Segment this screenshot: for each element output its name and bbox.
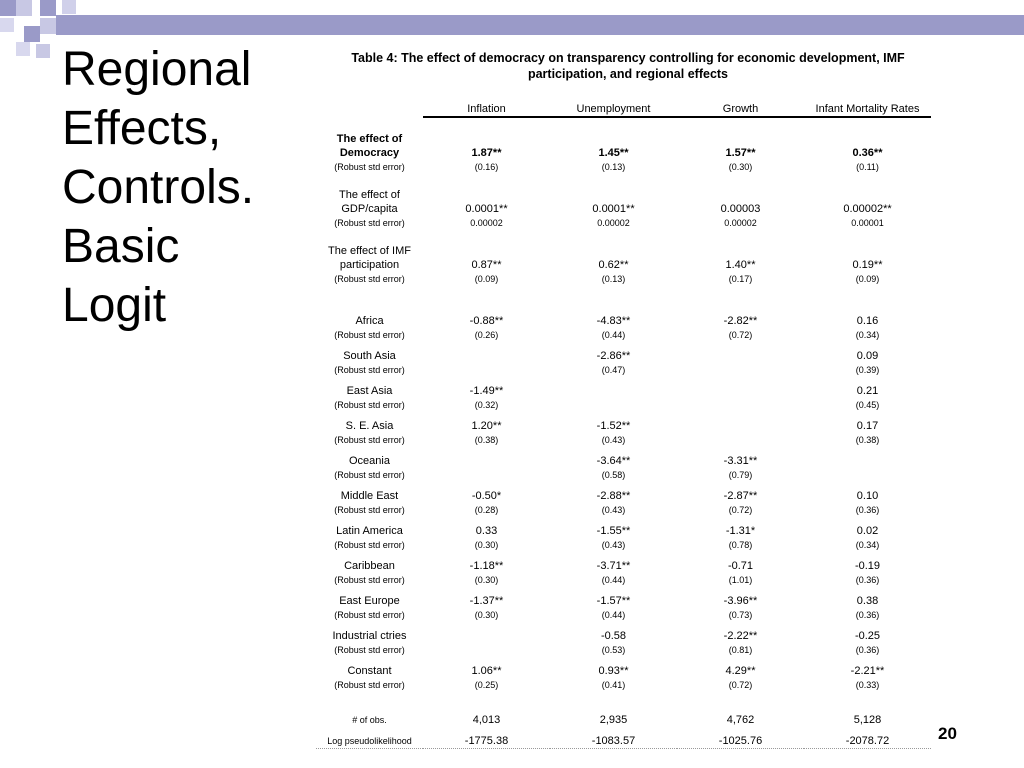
se-cell: (0.32) bbox=[474, 400, 499, 410]
title-line: Effects, bbox=[62, 102, 222, 155]
se-cell bbox=[550, 398, 677, 412]
row-label: Africa bbox=[355, 315, 384, 327]
region-rows bbox=[316, 314, 931, 699]
table-cell: -1.31* bbox=[725, 525, 756, 537]
se-cell: 0.00002 bbox=[470, 218, 503, 228]
se-cell: (0.58) bbox=[601, 470, 626, 480]
se-cell bbox=[804, 468, 931, 482]
row-label: The effect of bbox=[339, 189, 400, 201]
se-cell: (0.16) bbox=[474, 162, 499, 172]
table-cell: -1.49** bbox=[469, 385, 504, 397]
se-cell: (0.43) bbox=[601, 435, 626, 445]
row-label: Caribbean bbox=[344, 560, 395, 572]
se-label: (Robust std error) bbox=[334, 645, 405, 655]
se-cell: (0.30) bbox=[474, 540, 499, 550]
table-cell bbox=[550, 384, 677, 398]
table-row bbox=[316, 132, 931, 146]
table-cell bbox=[423, 349, 550, 363]
se-cell: 0.00002 bbox=[724, 218, 757, 228]
se-cell: (0.25) bbox=[474, 680, 499, 690]
row-label: The effect of IMF bbox=[328, 245, 411, 257]
se-label: (Robust std error) bbox=[334, 162, 405, 172]
se-cell bbox=[677, 363, 804, 377]
se-cell: (0.36) bbox=[855, 610, 880, 620]
se-label: (Robust std error) bbox=[334, 274, 405, 284]
se-cell: (0.17) bbox=[728, 274, 753, 284]
obs-row bbox=[316, 713, 931, 727]
se-cell: (0.47) bbox=[601, 365, 626, 375]
table-cell: -3.31** bbox=[723, 455, 758, 467]
table-cell: 1.20** bbox=[471, 420, 502, 432]
table-cell: -1.55** bbox=[596, 525, 631, 537]
table-cell: 0.09 bbox=[856, 350, 879, 362]
table-cell: -0.71 bbox=[727, 560, 754, 572]
table-cell: 1.40** bbox=[725, 259, 756, 271]
table-cell: -3.96** bbox=[723, 595, 758, 607]
se-cell: (0.39) bbox=[855, 365, 880, 375]
se-cell bbox=[423, 643, 550, 657]
se-cell: (0.36) bbox=[855, 645, 880, 655]
se-cell: (0.26) bbox=[474, 330, 499, 340]
se-label: (Robust std error) bbox=[334, 470, 405, 480]
table-row bbox=[316, 258, 931, 272]
table-cell: 0.17 bbox=[856, 420, 879, 432]
results-table bbox=[316, 99, 931, 749]
se-row bbox=[316, 538, 931, 552]
table-row bbox=[316, 384, 931, 398]
se-label: (Robust std error) bbox=[334, 680, 405, 690]
table-cell: -2078.72 bbox=[804, 734, 931, 749]
se-cell: (0.43) bbox=[601, 505, 626, 515]
table-cell bbox=[677, 349, 804, 363]
se-cell: 0.00001 bbox=[851, 218, 884, 228]
table-caption-line: participation, and regional effects bbox=[527, 67, 729, 81]
table-cell: 5,128 bbox=[853, 714, 882, 726]
row-label: East Europe bbox=[339, 595, 400, 607]
table-cell: -3.71** bbox=[596, 560, 631, 572]
title-line: Regional bbox=[62, 43, 252, 96]
table-cell: 0.93** bbox=[598, 665, 629, 677]
table-row bbox=[316, 202, 931, 216]
se-label: (Robust std error) bbox=[334, 218, 405, 228]
se-cell: (0.53) bbox=[601, 645, 626, 655]
se-cell: (0.41) bbox=[601, 680, 626, 690]
table-cell: -1775.38 bbox=[423, 734, 550, 749]
column-header: Growth bbox=[677, 99, 804, 117]
se-row bbox=[316, 573, 931, 587]
se-row bbox=[316, 216, 931, 230]
column-header: Infant Mortality Rates bbox=[804, 99, 931, 117]
table-cell: -1.52** bbox=[596, 420, 631, 432]
table-cell: 0.62** bbox=[598, 259, 629, 271]
table-row bbox=[316, 524, 931, 538]
table-cell: 0.10 bbox=[856, 490, 879, 502]
table-cell: 4,013 bbox=[472, 714, 501, 726]
table-row bbox=[316, 244, 931, 258]
se-cell: (0.30) bbox=[728, 162, 753, 172]
se-cell: (0.28) bbox=[474, 505, 499, 515]
table-cell: -2.87** bbox=[723, 490, 758, 502]
se-cell: (0.44) bbox=[601, 575, 626, 585]
se-cell: (0.44) bbox=[601, 330, 626, 340]
column-header: Unemployment bbox=[550, 99, 677, 117]
table-cell: -2.22** bbox=[723, 630, 758, 642]
table-cell: 0.87** bbox=[471, 259, 502, 271]
table-cell: 1.57** bbox=[725, 147, 756, 159]
title-line: Controls. bbox=[62, 161, 255, 214]
table-cell: 0.00002** bbox=[843, 203, 892, 215]
table-cell: 0.33 bbox=[475, 525, 498, 537]
row-label: East Asia bbox=[346, 385, 393, 397]
se-cell: (0.72) bbox=[728, 330, 753, 340]
table-cell: -0.25 bbox=[854, 630, 881, 642]
table-caption bbox=[318, 50, 938, 82]
se-label: (Robust std error) bbox=[334, 435, 405, 445]
slide-title bbox=[62, 40, 254, 335]
se-cell: (0.30) bbox=[474, 610, 499, 620]
se-cell: (0.34) bbox=[855, 540, 880, 550]
se-cell: (0.78) bbox=[728, 540, 753, 550]
se-cell: (0.45) bbox=[855, 400, 880, 410]
table-cell: 4,762 bbox=[726, 714, 755, 726]
table-cell: 1.45** bbox=[598, 147, 629, 159]
table-row bbox=[316, 314, 931, 328]
table-cell: -4.83** bbox=[596, 315, 631, 327]
table-cell: 0.19** bbox=[852, 259, 883, 271]
table-cell: 0.36** bbox=[852, 147, 883, 159]
table-cell: -1083.57 bbox=[550, 734, 677, 749]
row-label: The effect of bbox=[336, 133, 403, 145]
se-row bbox=[316, 678, 931, 692]
table-cell: -0.50* bbox=[471, 490, 502, 502]
table-cell: -1.37** bbox=[469, 595, 504, 607]
se-cell: 0.00002 bbox=[597, 218, 630, 228]
table-cell: -1.57** bbox=[596, 595, 631, 607]
table-cell: -2.21** bbox=[850, 665, 885, 677]
table-cell: 1.06** bbox=[471, 665, 502, 677]
se-cell: (0.36) bbox=[855, 505, 880, 515]
se-cell: (0.33) bbox=[855, 680, 880, 690]
table-cell: 0.21 bbox=[856, 385, 879, 397]
se-cell: (0.36) bbox=[855, 575, 880, 585]
loglik-label: Log pseudolikelihood bbox=[316, 734, 423, 749]
row-label: South Asia bbox=[343, 350, 396, 362]
table-cell bbox=[677, 384, 804, 398]
table-cell: -0.19 bbox=[854, 560, 881, 572]
table-row bbox=[316, 489, 931, 503]
table-cell: 1.87** bbox=[471, 147, 502, 159]
table-row bbox=[316, 594, 931, 608]
table-cell bbox=[804, 454, 931, 468]
table-cell: -1025.76 bbox=[677, 734, 804, 749]
table-cell: 0.02 bbox=[856, 525, 879, 537]
se-cell: (0.72) bbox=[728, 505, 753, 515]
title-line: Basic bbox=[62, 220, 180, 273]
se-row bbox=[316, 328, 931, 342]
table-cell: -2.86** bbox=[596, 350, 631, 362]
table-cell: 0.38 bbox=[856, 595, 879, 607]
se-cell bbox=[423, 468, 550, 482]
se-cell bbox=[677, 433, 804, 447]
row-label: Latin America bbox=[336, 525, 403, 537]
table-cell bbox=[423, 454, 550, 468]
se-label: (Robust std error) bbox=[334, 540, 405, 550]
table-row bbox=[316, 146, 931, 160]
se-cell: (0.72) bbox=[728, 680, 753, 690]
row-label: S. E. Asia bbox=[345, 420, 394, 432]
se-row bbox=[316, 608, 931, 622]
table-cell: -3.64** bbox=[596, 455, 631, 467]
se-cell: (0.09) bbox=[855, 274, 880, 284]
se-row bbox=[316, 433, 931, 447]
row-label: Constant bbox=[347, 665, 392, 677]
se-cell: (0.44) bbox=[601, 610, 626, 620]
se-cell: (0.11) bbox=[856, 162, 879, 172]
row-label: Middle East bbox=[340, 490, 399, 502]
table-row bbox=[316, 454, 931, 468]
table-cell: -0.88** bbox=[469, 315, 504, 327]
table-row bbox=[316, 664, 931, 678]
se-label: (Robust std error) bbox=[334, 365, 405, 375]
se-row bbox=[316, 272, 931, 286]
row-label: Democracy bbox=[339, 147, 400, 159]
table-caption-line: Table 4: The effect of democracy on transparency controlling for economic development, IMF bbox=[351, 51, 905, 65]
se-cell bbox=[423, 363, 550, 377]
se-cell: (0.73) bbox=[728, 610, 753, 620]
table-cell: -2.88** bbox=[596, 490, 631, 502]
table-cell bbox=[423, 629, 550, 643]
column-header: Inflation bbox=[423, 99, 550, 117]
table-cell: 4.29** bbox=[725, 665, 756, 677]
se-cell: (0.13) bbox=[601, 274, 626, 284]
table-cell: 0.00003 bbox=[720, 203, 761, 215]
se-label: (Robust std error) bbox=[334, 610, 405, 620]
page-number: 20 bbox=[938, 724, 957, 743]
se-cell: (0.30) bbox=[474, 575, 499, 585]
row-label: Oceania bbox=[349, 455, 390, 467]
se-cell: (0.43) bbox=[601, 540, 626, 550]
table-cell: 0.0001** bbox=[465, 203, 508, 215]
row-label: Industrial ctries bbox=[332, 630, 407, 642]
table-row bbox=[316, 419, 931, 433]
table-cell: 0.0001** bbox=[592, 203, 635, 215]
row-label: GDP/capita bbox=[341, 203, 398, 215]
se-cell bbox=[677, 398, 804, 412]
se-row bbox=[316, 468, 931, 482]
title-line: Logit bbox=[62, 279, 167, 332]
se-cell: (0.38) bbox=[855, 435, 880, 445]
table-cell: -1.18** bbox=[469, 560, 504, 572]
header-empty bbox=[316, 99, 423, 117]
table-cell bbox=[677, 419, 804, 433]
se-cell: (0.09) bbox=[474, 274, 499, 284]
table-row bbox=[316, 349, 931, 363]
se-cell: (0.34) bbox=[855, 330, 880, 340]
table-cell: -2.82** bbox=[723, 315, 758, 327]
table-row bbox=[316, 188, 931, 202]
se-row bbox=[316, 160, 931, 174]
se-label: (Robust std error) bbox=[334, 400, 405, 410]
header-bar bbox=[56, 15, 1024, 35]
se-row bbox=[316, 363, 931, 377]
se-label: (Robust std error) bbox=[334, 330, 405, 340]
obs-label: # of obs. bbox=[352, 715, 387, 725]
se-cell: (0.13) bbox=[601, 162, 626, 172]
se-row bbox=[316, 503, 931, 517]
table-row bbox=[316, 629, 931, 643]
se-cell: (0.38) bbox=[474, 435, 499, 445]
se-row bbox=[316, 398, 931, 412]
table-cell: -0.58 bbox=[600, 630, 627, 642]
table-header-row bbox=[316, 99, 931, 117]
se-label: (Robust std error) bbox=[334, 505, 405, 515]
se-label: (Robust std error) bbox=[334, 575, 405, 585]
row-label: participation bbox=[339, 259, 400, 271]
table-cell: 0.16 bbox=[856, 315, 879, 327]
se-cell: (1.01) bbox=[728, 575, 753, 585]
table-row bbox=[316, 559, 931, 573]
loglik-row bbox=[316, 734, 931, 749]
se-cell: (0.79) bbox=[728, 470, 753, 480]
se-cell: (0.81) bbox=[728, 645, 753, 655]
table-cell: 2,935 bbox=[599, 714, 628, 726]
se-row bbox=[316, 643, 931, 657]
